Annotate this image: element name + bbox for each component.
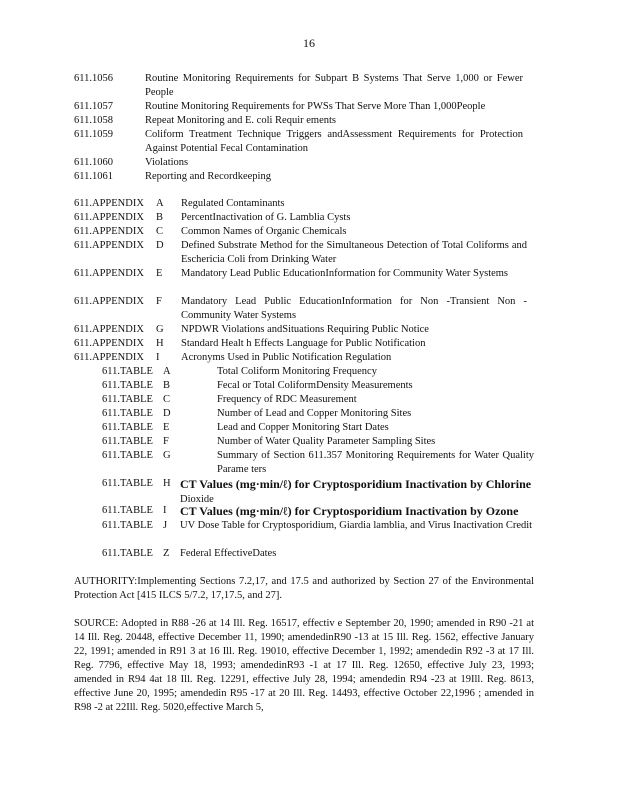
table-letter: A — [163, 366, 171, 377]
table-number: 611.TABLE — [102, 436, 153, 447]
section-number: 611.1059 — [74, 129, 113, 140]
source-paragraph: SOURCE: Adopted in R88 -26 at 14 Ill. Reg. 16517, effectiv e September 20, 1990; amended in R90 -21 at 14 Ill. Reg. 20448, effective December 11, 1990; amendedinR90 -13 at 15 Ill. Reg. 1562, effective January 22, 1991; amended in R91 3 at 16 Ill. Reg. 19010, effective December 1, 1992; amendedin R92 -3 at 17 Ill. Reg. 7796, effective May 18, 1993; amendedinR93 -1 at 17 Ill. Reg. 12650, effective July 23, 1993; amended in R94 4at 18 Ill. Reg. 12291, effective July 28, 1994; amendedin R94 -23 at 19Ill. Reg. 8613, effective June 20, 1995; amendedin R95 -17 at 20 Ill. Reg. 14493, effective October 22,1996 ; amended in R98 -2 at 22Ill. Reg. 5020,effective March 5, — [74, 618, 534, 713]
table-letter: G — [163, 450, 171, 461]
table-letter: Z — [163, 548, 170, 559]
appendix-number: 611.APPENDIX — [74, 268, 144, 279]
section-number: 611.1060 — [74, 157, 113, 168]
table-entry — [102, 519, 534, 533]
page-number: 16 — [303, 36, 315, 50]
table-title: Fecal or Total ColiformDensity Measurements — [217, 380, 413, 391]
authority-paragraph: AUTHORITY:Implementing Sections 7.2,17, and 17.5 and authorized by Section 27 of the Environmental Protection Act [415 ILCS 5/7.2, 17,17.5, and 27]. — [74, 576, 534, 601]
appendix-entry — [74, 337, 534, 351]
appendix-entry — [74, 225, 534, 239]
appendix-title: Regulated Contaminants — [181, 198, 285, 209]
appendix-number: 611.APPENDIX — [74, 296, 144, 307]
table-title: Number of Water Quality Parameter Sampling Sites — [217, 436, 436, 447]
table-title — [180, 504, 534, 520]
section-title: Reporting and Recordkeeping — [145, 171, 271, 182]
table-letter: D — [163, 408, 171, 419]
table-title — [180, 477, 534, 507]
appendix-letter: C — [156, 226, 164, 237]
appendix-letter: F — [156, 296, 162, 307]
table-entry — [102, 421, 534, 435]
table-entry — [102, 379, 534, 393]
table-number: 611.TABLE — [102, 394, 153, 405]
appendix-title: Mandatory Lead Public EducationInformation for Community Water Systems — [181, 268, 509, 279]
appendix-letter: G — [156, 324, 164, 335]
table-letter: F — [163, 436, 169, 447]
appendix-title: Defined Substrate Method for the Simultaneous Detection of Total Coliforms and Eschericia Coli from Drinking Water — [181, 240, 527, 265]
section-title: Routine Monitoring Requirements for PWSs That Serve More Than 1,000People — [145, 101, 486, 112]
appendix-title: Common Names of Organic Chemicals — [181, 226, 347, 237]
table-letter: B — [163, 380, 171, 391]
table-title: Number of Lead and Copper Monitoring Sites — [217, 408, 412, 419]
table-entry — [102, 407, 534, 421]
toc-entry — [74, 72, 534, 100]
appendix-number: 611.APPENDIX — [74, 352, 144, 363]
table-entry — [102, 449, 534, 477]
section-number: 611.1058 — [74, 115, 113, 126]
table-letter: J — [163, 520, 168, 531]
table-entry — [102, 435, 534, 449]
appendix-entry — [74, 267, 534, 281]
table-title: Summary of Section 611.357 Monitoring Requirements for Water Quality Parame ters — [217, 450, 534, 475]
table-entry — [102, 547, 534, 561]
table-title-rest: UV Dose Table for Cryptosporidium, Giardia lamblia, and Virus Inactivation Credit — [180, 520, 533, 531]
appendix-letter: A — [156, 198, 164, 209]
table-title: Frequency of RDC Measurement — [217, 394, 357, 405]
appendix-title: Acronyms Used in Public Notification Regulation — [181, 352, 392, 363]
appendix-number: 611.APPENDIX — [74, 338, 144, 349]
table-title-rest: Federal EffectiveDates — [180, 548, 277, 559]
table-title — [180, 547, 534, 561]
toc-entry — [74, 114, 534, 128]
table-number: 611.TABLE — [102, 450, 153, 461]
appendix-entry — [74, 239, 534, 267]
section-number: 611.1056 — [74, 73, 113, 84]
appendix-number: 611.APPENDIX — [74, 324, 144, 335]
table-letter: C — [163, 394, 171, 405]
toc-entry — [74, 128, 534, 156]
section-title: Repeat Monitoring and E. coli Requir ements — [145, 115, 336, 126]
appendix-entry — [74, 295, 534, 323]
table-number: 611.TABLE — [102, 520, 153, 531]
section-number: 611.1057 — [74, 101, 113, 112]
section-title: Violations — [145, 157, 189, 168]
appendix-entry — [74, 323, 534, 337]
table-number: 611.TABLE — [102, 548, 153, 559]
appendix-title: Standard Healt h Effects Language for Public Notification — [181, 338, 426, 349]
appendix-number: 611.APPENDIX — [74, 212, 144, 223]
table-letter: I — [163, 505, 167, 516]
toc-entry — [74, 100, 534, 114]
table-entry — [102, 504, 534, 520]
appendix-letter: D — [156, 240, 164, 251]
table-number: 611.TABLE — [102, 505, 153, 516]
appendix-entry — [74, 211, 534, 225]
table-number: 611.TABLE — [102, 422, 153, 433]
appendix-title: Mandatory Lead Public EducationInformation for Non -Transient Non - Community Water Systems — [181, 296, 527, 321]
toc-entry — [74, 156, 534, 170]
section-title: Coliform Treatment Technique Triggers andAssessment Requirements for Protection Against Potential Fecal Contamination — [145, 129, 523, 154]
appendix-title: PercentInactivation of G. Lamblia Cysts — [181, 212, 351, 223]
table-number: 611.TABLE — [102, 478, 153, 489]
table-entry — [102, 365, 534, 379]
table-title — [180, 519, 534, 533]
table-title: Lead and Copper Monitoring Start Dates — [217, 422, 389, 433]
table-entry — [102, 393, 534, 407]
appendix-number: 611.APPENDIX — [74, 226, 144, 237]
appendix-entry — [74, 197, 534, 211]
appendix-letter: H — [156, 338, 164, 349]
table-number: 611.TABLE — [102, 408, 153, 419]
table-title-rest: Dioxide — [180, 494, 214, 505]
appendix-number: 611.APPENDIX — [74, 240, 144, 251]
table-number: 611.TABLE — [102, 380, 153, 391]
table-entry — [102, 477, 534, 507]
appendix-letter: I — [156, 352, 160, 363]
appendix-title: NPDWR Violations andSituations Requiring Public Notice — [181, 324, 429, 335]
appendix-letter: B — [156, 212, 164, 223]
table-title-bold: CT Values (mg·min/ℓ) for Cryptosporidium Inactivation by Chlorine — [180, 477, 532, 491]
appendix-letter: E — [156, 268, 163, 279]
appendix-entry — [74, 351, 534, 365]
table-letter: E — [163, 422, 170, 433]
appendix-number: 611.APPENDIX — [74, 198, 144, 209]
table-title-bold: CT Values (mg·min/ℓ) for Cryptosporidium Inactivation by Ozone — [180, 504, 519, 518]
section-number: 611.1061 — [74, 171, 113, 182]
table-number: 611.TABLE — [102, 366, 153, 377]
section-title: Routine Monitoring Requirements for Subpart B Systems That Serve 1,000 or Fewer People — [145, 73, 523, 98]
table-letter: H — [163, 478, 171, 489]
table-title: Total Coliform Monitoring Frequency — [217, 366, 377, 377]
toc-entry — [74, 170, 534, 184]
